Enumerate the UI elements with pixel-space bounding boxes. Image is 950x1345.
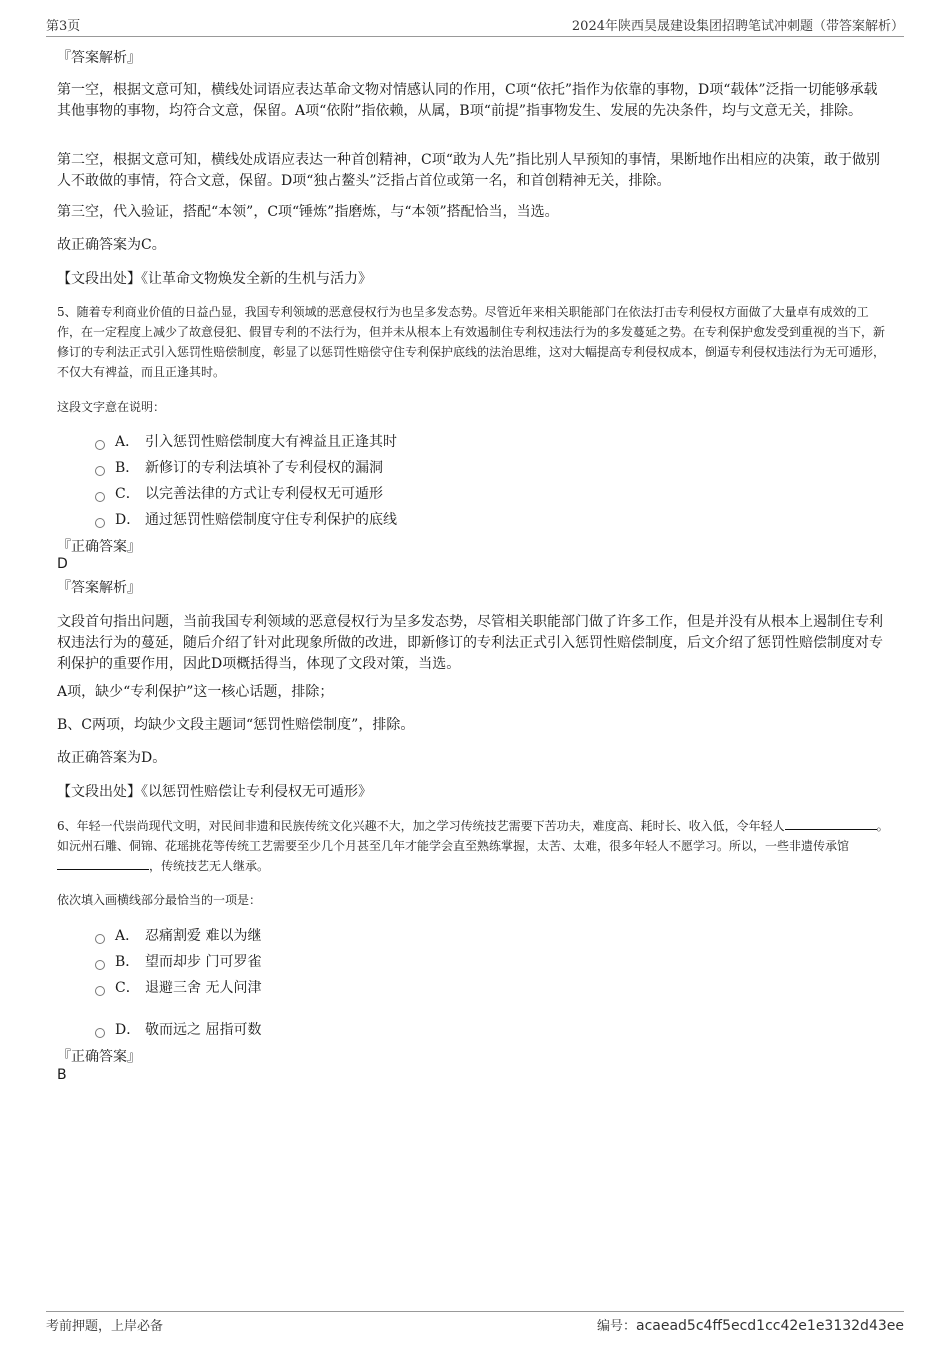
q6-stem-part-3: ，传统技艺无人继承。 [149,859,270,873]
q5-source: 【文段出处】《以惩罚性赔偿让专利侵权无可遁形》 [57,784,372,800]
q6-correct-label: 『正确答案』 [57,1049,141,1065]
q4-source: 【文段出处】《让革命文物焕发全新的生机与活力》 [57,271,372,287]
q5-correct-answer: D [57,556,68,572]
code-label: 编号： [596,1318,636,1334]
option-letter: B． [115,954,140,970]
q5-correct-label: 『正确答案』 [57,539,141,555]
option-text: 忍痛割爱 难以为继 [145,928,262,944]
document-title: 2024年陕西昊晟建设集团招聘笔试冲刺题（带答案解析） [571,19,904,34]
radio-icon[interactable] [95,466,105,476]
q4-analysis-label: 『答案解析』 [57,50,141,66]
option-letter: A． [115,928,140,944]
q5-option-a[interactable] [95,432,397,452]
radio-icon[interactable] [95,518,105,528]
option-text: 引入惩罚性赔偿制度大有裨益且正逢其时 [145,434,397,450]
q5-question: 这段文字意在说明： [57,400,166,414]
radio-icon[interactable] [95,934,105,944]
radio-icon[interactable] [95,440,105,450]
q6-option-d[interactable] [95,1020,261,1040]
footer-slogan: 考前押题，上岸必备 [46,1318,164,1334]
option-text: 退避三舍 无人问津 [145,980,262,996]
option-text: 新修订的专利法填补了专利侵权的漏洞 [145,460,383,476]
q4-analysis-p3: 第三空，代入验证，搭配“本领”，C项“锤炼”指磨炼，与“本领”搭配恰当，当选。 [57,204,559,220]
option-letter: D． [115,512,141,528]
q4-analysis-p4: 故正确答案为C。 [57,237,166,253]
q5-analysis-p1: 文段首句指出问题，当前我国专利领域的恶意侵权行为呈多发态势，尽管相关职能部门做了许多工作，但是并没有从根本上遏制住专利权违法行为的蔓延，随后介绍了针对此现象所做的改进，即新修订的专利法正式引入惩罚性赔偿制度，后文介绍了惩罚性赔偿制度对专利保护的重要作用，因此D项概括得当，体现了文段对策，当选。 [57,614,883,672]
q6-option-c[interactable] [95,978,261,998]
radio-icon[interactable] [95,1028,105,1038]
q6-option-a[interactable] [95,926,261,946]
option-letter: D． [115,1022,141,1038]
option-text: 以完善法律的方式让专利侵权无可遁形 [145,486,383,502]
option-letter: C． [115,980,140,996]
q6-stem-part-2: 。如沅州石雕、侗锦、花瑶挑花等传统工艺需要至少几个月甚至几年才能学会直至熟练掌握，太苦、太难，很多年轻人不愿学习。所以，一些非遗传承馆 [57,819,889,853]
q5-stem: 5、随着专利商业价值的日益凸显，我国专利领域的恶意侵权行为也呈多发态势。尽管近年来相关职能部门在依法打击专利侵权方面做了大量卓有成效的工作，在一定程度上减少了故意侵犯、假冒专利的不法行为，但并未从根本上有效遏制住专利权违法行为的多发蔓延之势。在专利保护愈发受到重视的当下，新修订的专利法正式引入惩罚性赔偿制度，彰显了以惩罚性赔偿守住专利保护底线的法治思维，这对大幅提高专利侵权成本，倒逼专利侵权违法行为无可遁形，不仅大有裨益，而且正逢其时。 [57,305,886,379]
q6-option-b[interactable] [95,952,261,972]
q6-stem [57,816,890,876]
q5-option-c[interactable] [95,484,383,504]
code-value: acaead5c4ff5ecd1cc42e1e3132d43ee [635,1317,904,1334]
q6-correct-answer: B [57,1067,67,1083]
q5-analysis-label: 『答案解析』 [57,580,141,596]
option-letter: C． [115,486,140,502]
option-text: 通过惩罚性赔偿制度守住专利保护的底线 [145,512,397,528]
q6-stem-part-1: 6、年轻一代崇尚现代文明，对民间非遗和民族传统文化兴趣不大，加之学习传统技艺需要下苦功夫，难度高、耗时长、收入低，令年轻人 [57,819,785,833]
document-code [597,1315,904,1334]
q6-question: 依次填入画横线部分最恰当的一项是： [57,893,262,907]
radio-icon[interactable] [95,492,105,502]
radio-icon[interactable] [95,960,105,970]
page-number: 第3页 [46,19,81,34]
page-footer [46,1311,904,1336]
radio-icon[interactable] [95,986,105,996]
q5-analysis-p3: B、C两项，均缺少文段主题词“惩罚性赔偿制度”，排除。 [57,717,415,733]
fill-blank-2 [57,857,149,870]
option-letter: B． [115,460,140,476]
option-letter: A． [115,434,140,450]
option-text: 望而却步 门可罗雀 [145,954,262,970]
q5-option-b[interactable] [95,458,383,478]
page-header [46,14,904,37]
option-text: 敬而远之 屈指可数 [145,1022,262,1038]
q4-analysis-p1: 第一空，根据文意可知，横线处词语应表达革命文物对情感认同的作用，C项“依托”指作为依靠的事物，D项“载体”泛指一切能够承载其他事物的事物，均符合文意，保留。A项“依附”指依赖，从属，B项“前提”指事物发生、发展的先决条件，均与文意无关，排除。 [57,82,878,119]
q5-analysis-p4: 故正确答案为D。 [57,750,167,766]
q5-option-d[interactable] [95,510,397,530]
q5-analysis-p2: A项，缺少“专利保护”这一核心话题，排除； [57,684,334,700]
fill-blank-1 [785,817,877,830]
q4-analysis-p2: 第二空，根据文意可知，横线处成语应表达一种首创精神，C项“敢为人先”指比别人早预知的事情，果断地作出相应的决策，敢于做别人不敢做的事情，符合文意，保留。D项“独占鳌头”泛指占首位或第一名，和首创精神无关，排除。 [57,152,881,189]
